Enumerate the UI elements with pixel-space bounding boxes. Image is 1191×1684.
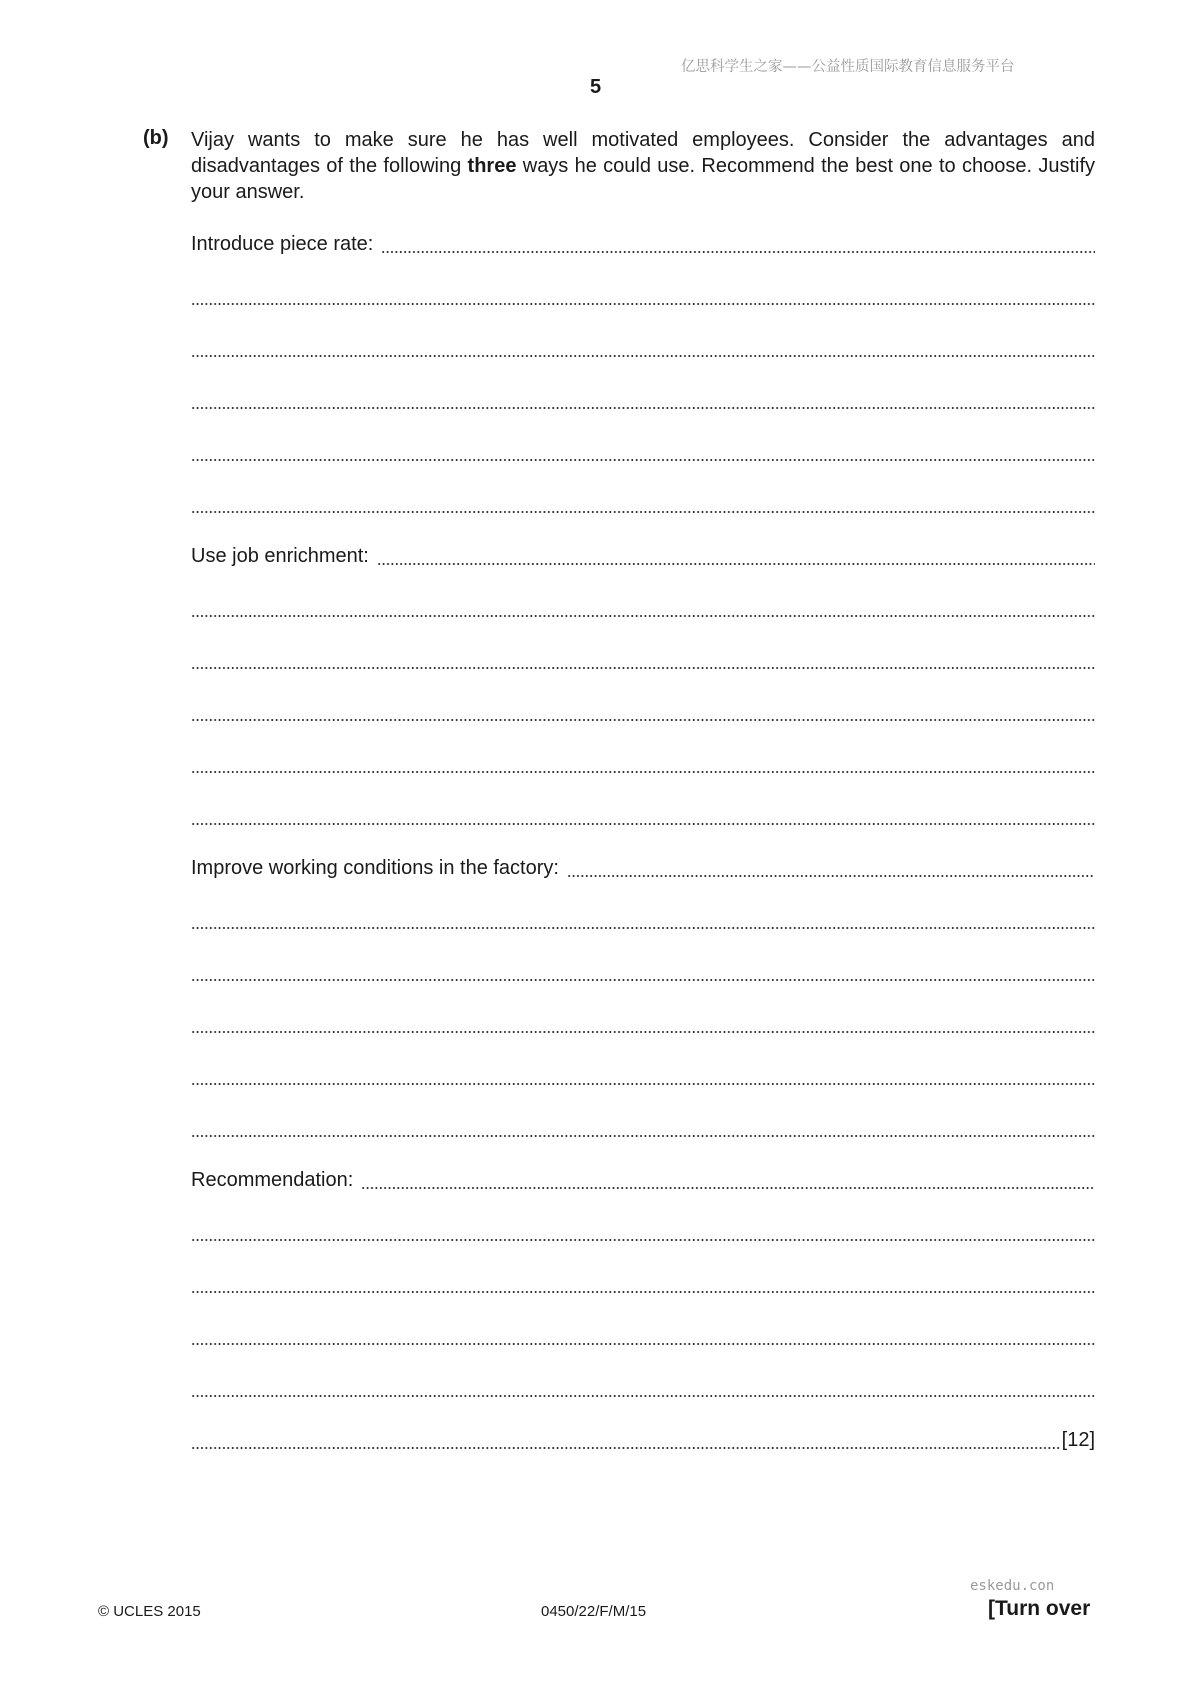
answer-dots <box>361 1168 1095 1192</box>
answer-line[interactable] <box>191 1220 1095 1244</box>
answer-dots <box>381 232 1095 256</box>
answer-line[interactable] <box>191 752 1095 776</box>
answer-line[interactable] <box>191 908 1095 932</box>
answer-line[interactable] <box>191 1376 1095 1400</box>
answer-dots <box>191 1064 1095 1088</box>
marks-allocation: [12] <box>1061 1429 1095 1451</box>
answer-dots <box>191 752 1095 776</box>
answer-dots <box>191 284 1095 308</box>
question-part-label: (b) <box>143 127 169 149</box>
section-label-job-enrichment: Use job enrichment: <box>191 545 369 567</box>
answer-line[interactable] <box>191 388 1095 412</box>
answer-line[interactable] <box>191 804 1095 828</box>
answer-dots <box>377 544 1095 568</box>
header-watermark: 亿思科学生之家——公益性质国际教育信息服务平台 <box>681 59 1015 75</box>
answer-dots <box>191 336 1095 360</box>
section-label-recommendation: Recommendation: <box>191 1169 354 1191</box>
answer-line[interactable] <box>191 1012 1095 1036</box>
answer-dots <box>191 960 1095 984</box>
page-number: 5 <box>589 76 602 98</box>
answer-line-recommendation-label[interactable] <box>191 1168 1095 1192</box>
answer-line[interactable] <box>191 1272 1095 1296</box>
question-text <box>191 127 1095 205</box>
answer-dots <box>191 1220 1095 1244</box>
answer-line[interactable] <box>191 1324 1095 1348</box>
answer-line[interactable] <box>191 1116 1095 1140</box>
answer-dots <box>191 1324 1095 1348</box>
answer-dots <box>191 1116 1095 1140</box>
answer-dots <box>191 492 1095 516</box>
question-text-end: ways he could use. Recommend the best one to choose. Justify your answer. <box>191 155 1096 203</box>
answer-line-job-enrichment-label[interactable] <box>191 544 1095 568</box>
answer-dots <box>191 1376 1095 1400</box>
answer-dots <box>191 596 1095 620</box>
answer-line[interactable] <box>191 336 1095 360</box>
footer-copyright: © UCLES 2015 <box>98 1603 201 1620</box>
section-label-piece-rate: Introduce piece rate: <box>191 233 374 255</box>
answer-dots <box>191 1012 1095 1036</box>
answer-line-piece-rate-label[interactable] <box>191 232 1095 256</box>
answer-line[interactable] <box>191 700 1095 724</box>
answer-dots <box>567 856 1095 880</box>
answer-dots <box>191 1428 1060 1452</box>
answer-dots <box>191 648 1095 672</box>
answer-dots <box>191 700 1095 724</box>
answer-line[interactable] <box>191 440 1095 464</box>
question-text-start: Vijay wants to make sure he has well motivated employees. Consider the advantages and disadvantages of the following <box>191 129 1095 177</box>
footer-watermark: eskedu.con <box>970 1578 1055 1594</box>
answer-line[interactable] <box>191 492 1095 516</box>
answer-line[interactable] <box>191 1064 1095 1088</box>
answer-line[interactable] <box>191 648 1095 672</box>
footer-paper-code: 0450/22/F/M/15 <box>541 1603 647 1620</box>
answer-dots <box>191 908 1095 932</box>
answer-dots <box>191 440 1095 464</box>
answer-line[interactable] <box>191 960 1095 984</box>
question-text-bold: three <box>467 155 517 177</box>
answer-dots <box>191 804 1095 828</box>
answer-dots <box>191 388 1095 412</box>
answer-dots <box>191 1272 1095 1296</box>
section-label-working-conditions: Improve working conditions in the factory: <box>191 857 559 879</box>
answer-line[interactable] <box>191 596 1095 620</box>
answer-line-final[interactable] <box>191 1428 1095 1452</box>
answer-line[interactable] <box>191 284 1095 308</box>
footer-turn-over: [Turn over <box>988 1597 1091 1620</box>
answer-line-working-conditions-label[interactable] <box>191 856 1095 880</box>
